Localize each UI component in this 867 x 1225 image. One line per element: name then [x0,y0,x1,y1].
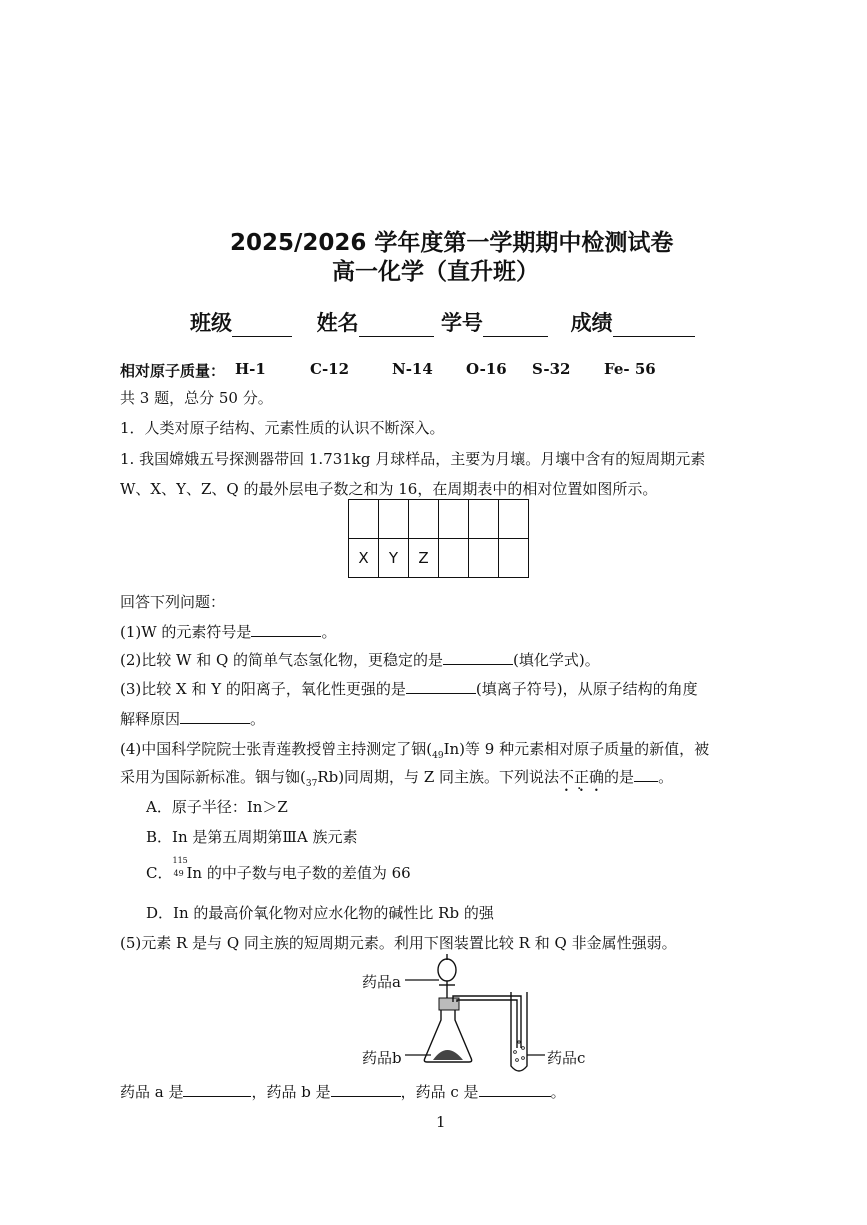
option-c-label: C． [146,864,173,882]
part-5: (5)元素 R 是与 Q 同主族的短周期元素。利用下图装置比较 R 和 Q 非金属性强弱。 [120,934,677,952]
part-1 [120,621,336,642]
part-4-text-d: Rb)同周期，与 Z 同主族。下列说法 [317,768,560,786]
indium-atomic-number: 49 [432,751,444,761]
part-4-end: 。 [658,768,674,786]
part-3-reason-label: 解释原因 [120,710,181,728]
answer-blank-3a[interactable] [406,678,476,694]
test-tube-icon [511,992,527,1071]
id-field[interactable] [483,316,548,337]
answer-blank-b[interactable] [331,1081,401,1097]
option-c-text: In 的中子数与电子数的差值为 66 [186,864,411,882]
table-cell-x: X [349,539,379,578]
student-info-row [190,307,695,337]
table-cell [439,539,469,578]
reagent-fill-line [120,1081,566,1102]
rubidium-atomic-number: 37 [305,779,318,789]
exam-title: 2025/2026 学年度第一学期期中检测试卷 [230,230,674,256]
table-cell [499,539,529,578]
part-1-end: 。 [321,623,337,641]
reagent-a-text: 药品 a 是 [120,1083,184,1101]
part-4-text-e: 的是 [604,768,635,786]
table-cell [409,500,439,539]
option-b[interactable]: B．In 是第五周期第ⅢA 族元素 [146,828,358,846]
nuclide-symbol [172,856,188,878]
part-3-text-b: (填离子符号)，从原子结构的角度 [475,680,698,698]
part-3-line2 [120,708,265,729]
mass-number: 115 [172,856,188,865]
option-a[interactable]: A．原子半径：In＞Z [146,798,288,816]
reagent-b-text: ，药品 b 是 [251,1083,331,1101]
table-cell [469,539,499,578]
option-c[interactable] [146,856,411,883]
table-cell-z: Z [409,539,439,578]
part-2 [120,649,600,670]
reagent-c-text: ，药品 c 是 [400,1083,479,1101]
part-4-text-c: 采用为国际新标准。铟与铷( [120,768,306,786]
reagent-b-label: 药品b [362,1049,402,1067]
class-label: 班级 [190,311,232,335]
atomic-mass-s: S-32 [532,360,571,378]
periodic-table-fragment [348,499,529,578]
part-4-line1 [120,738,709,761]
score-field[interactable] [613,316,695,337]
answer-blank-4[interactable] [634,766,658,782]
atomic-mass-o: O-16 [466,360,507,378]
reagent-a-label: 药品a [362,973,401,991]
atomic-mass-h: H-1 [235,360,266,378]
part-3-line1 [120,678,698,699]
table-cell [379,500,409,539]
atomic-mass-fe: Fe- 56 [604,360,656,378]
name-label: 姓名 [316,311,359,335]
answer-blank-2[interactable] [443,649,513,665]
atomic-mass-label: 相对原子质量： [120,362,226,380]
part-2-end: (填化学式)。 [513,651,600,669]
table-cell [349,500,379,539]
page-number: 1 [436,1113,446,1131]
part-2-text: (2)比较 W 和 Q 的简单气态氢化物，更稳定的是 [120,651,444,669]
class-field[interactable] [232,316,292,337]
part-3-text: (3)比较 X 和 Y 的阳离子，氧化性更强的是 [120,680,406,698]
bubbles-icon [514,1041,525,1062]
atomic-mass-c: C-12 [310,360,350,378]
name-field[interactable] [359,316,434,337]
table-cell-y: Y [379,539,409,578]
question-heading: 1．人类对原子结构、元素性质的认识不断深入。 [120,419,445,437]
answer-prompt: 回答下列问题： [120,593,226,611]
exam-subtitle: 高一化学（直升班） [332,259,539,285]
table-cell [469,500,499,539]
id-label: 学号 [440,311,483,335]
reagent-fill-end: 。 [550,1083,566,1101]
atomic-mass-n: N-14 [392,360,433,378]
table-cell [439,500,469,539]
answer-blank-c[interactable] [479,1081,551,1097]
part-4-text-b: In)等 9 种元素相对原子质量的新值，被 [443,740,710,758]
separatory-funnel-icon [438,954,456,1000]
answer-blank-a[interactable] [183,1081,251,1097]
emphasized-word: 不正确 [559,768,605,786]
reagent-c-label: 药品c [547,1049,586,1067]
score-label: 成绩 [570,311,613,335]
powder-b-icon [433,1050,463,1060]
answer-blank-3b[interactable] [180,708,250,724]
stopper-icon [439,998,459,1010]
part-4-text: (4)中国科学院院士张青莲教授曾主持测定了铟( [120,740,433,758]
part-4-line2 [120,766,673,795]
part-1-text: (1)W 的元素符号是 [120,623,252,641]
table-cell [499,500,529,539]
part-3-end: 。 [250,710,266,728]
answer-blank-1[interactable] [251,621,321,637]
question-stem-line2: W、X、Y、Z、Q 的最外层电子数之和为 16，在周期表中的相对位置如图所示。 [120,480,658,498]
atomic-number: 49 [173,869,184,878]
option-d[interactable]: D．In 的最高价氧化物对应水化物的碱性比 Rb 的强 [146,904,494,922]
intro-text: 共 3 题，总分 50 分。 [120,389,273,407]
question-stem-line1: 1. 我国嫦娥五号探测器带回 1.731kg 月球样品，主要为月壤。月壤中含有的短周期元素 [120,450,706,468]
